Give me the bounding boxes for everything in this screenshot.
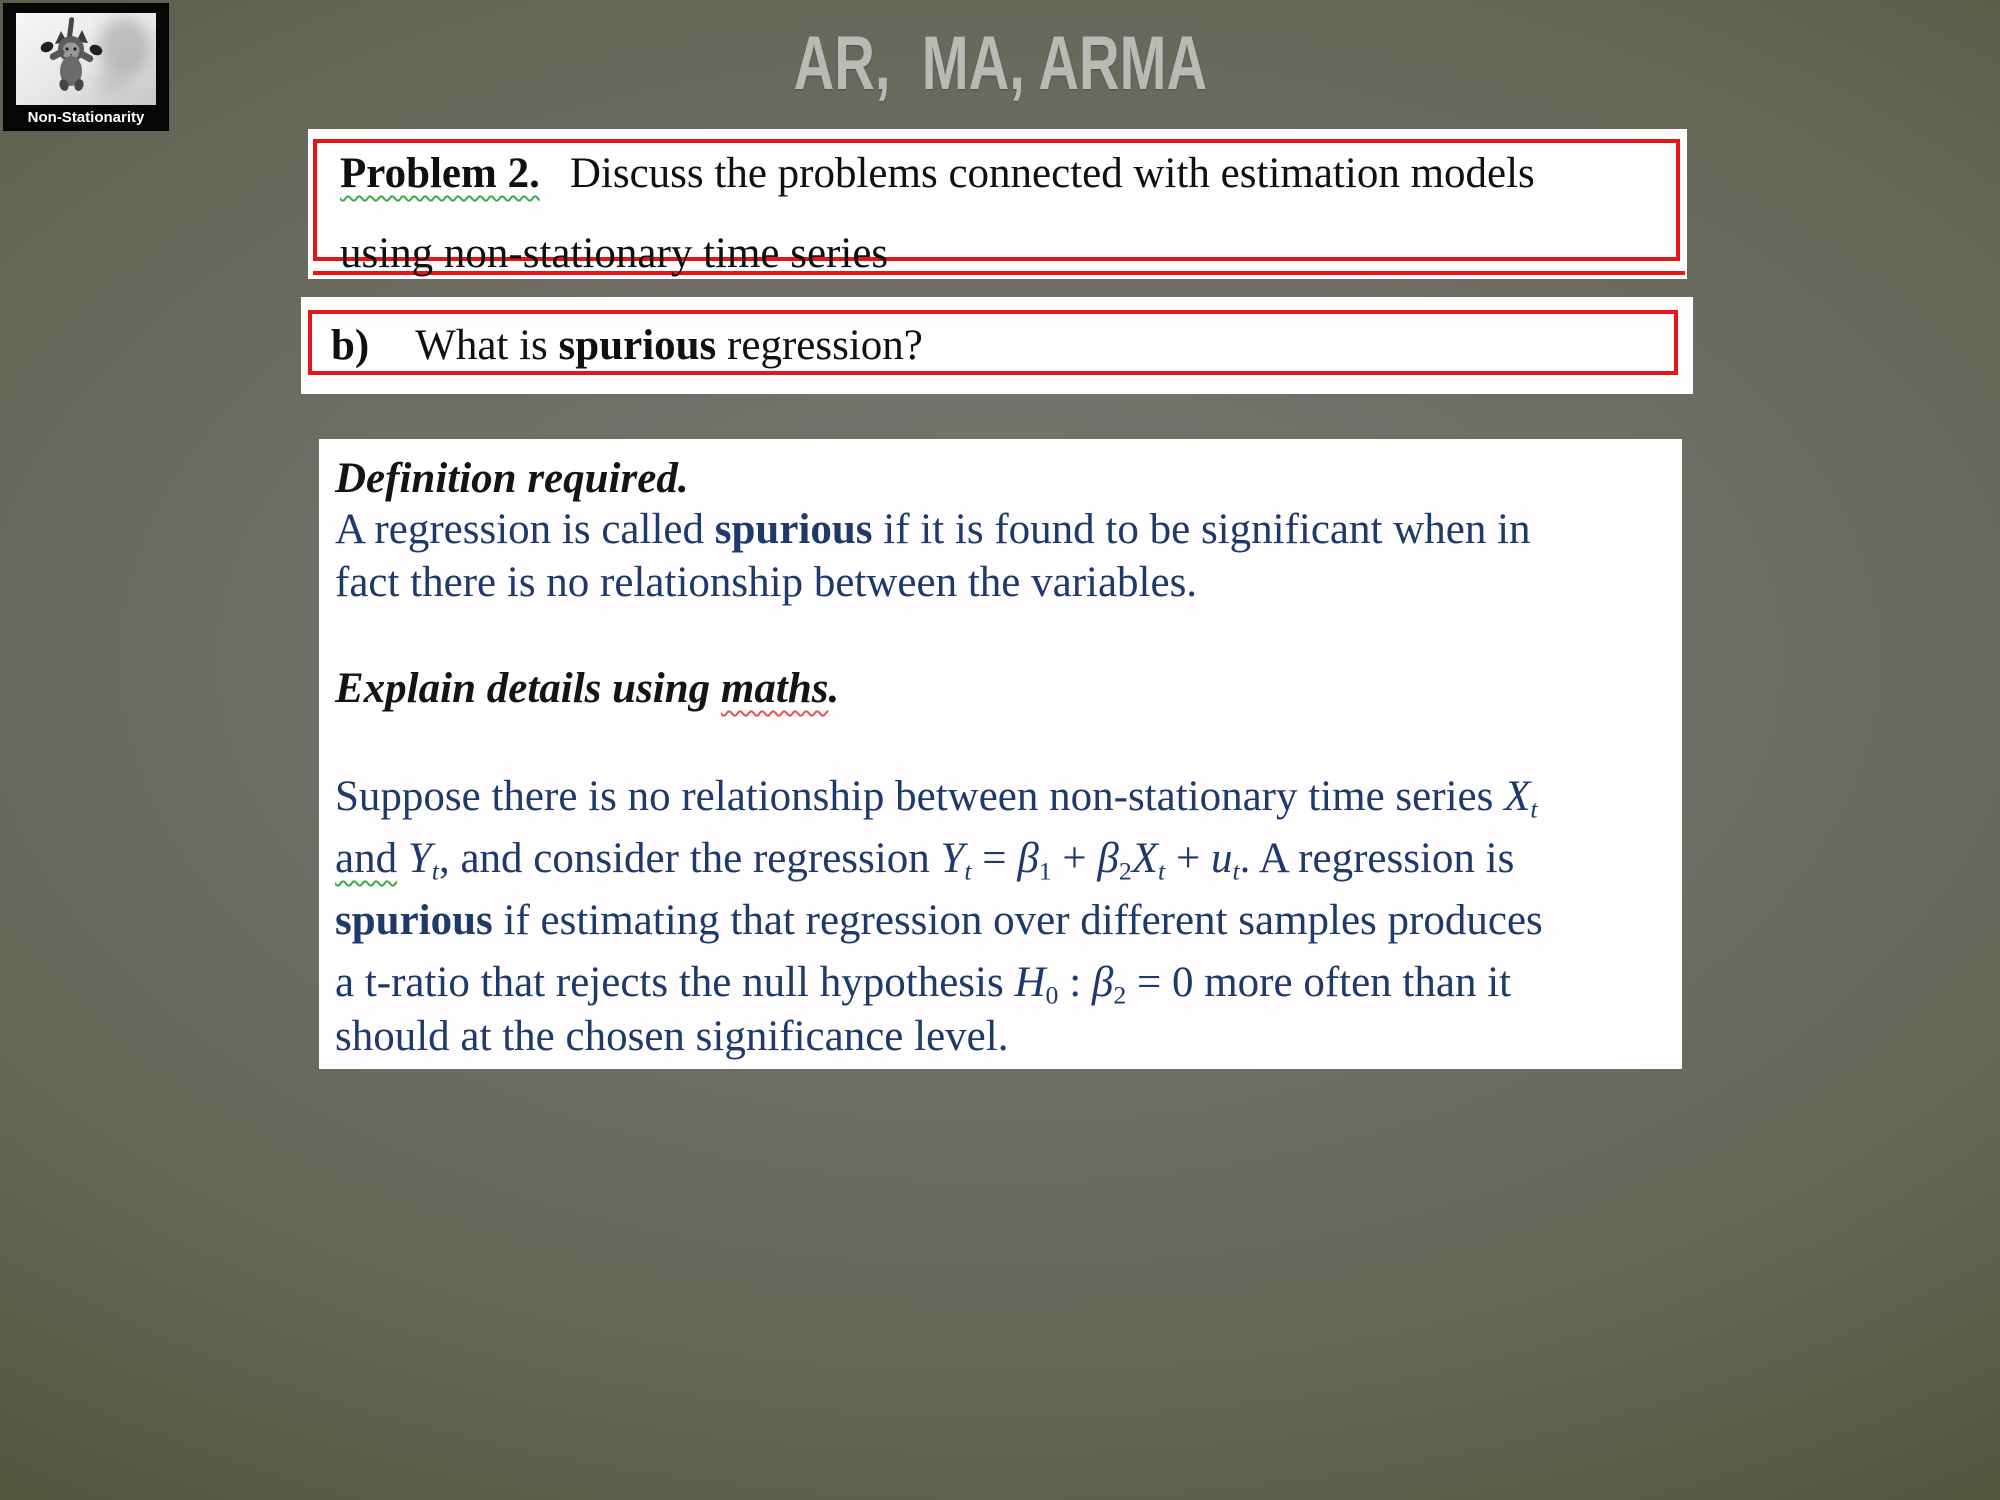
- definition-text-line-2: fact there is no relationship between the variables.: [335, 559, 1198, 606]
- question-box: [301, 297, 1693, 394]
- problem-text-line-1: Problem 2. Discuss the problems connected with estimation models: [340, 150, 1535, 197]
- definition-text-line-1: A regression is called spurious if it is found to be significant when in: [335, 506, 1531, 553]
- math-text-line-5: should at the chosen significance level.: [335, 1013, 1009, 1060]
- math-text-line-2: and $Y_t$, and consider the regression $Y_t = \beta_1 + \beta_2X_t + u_t$. A regression is: [335, 835, 1515, 886]
- page-title: AR, MA, ARMA: [793, 21, 1207, 106]
- problem-text-line-2: using non-stationary time series: [340, 230, 889, 277]
- definition-heading: Definition required.: [335, 455, 689, 502]
- math-text-line-4: a t-ratio that rejects the null hypothesis $H_0$ : $\beta_2 = 0$ more often than it: [335, 959, 1512, 1010]
- math-text-line-3: spurious if estimating that regression over different samples produces: [335, 897, 1543, 944]
- question-text: b) What is spurious regression?: [331, 322, 923, 369]
- badge-caption: Non-Stationarity: [27, 109, 145, 126]
- problem-box: [308, 129, 1687, 279]
- explain-heading: Explain details using maths.: [335, 665, 840, 712]
- definition-box: [319, 439, 1682, 1069]
- math-text-line-1: Suppose there is no relationship between non-stationary time series $X_t$: [335, 773, 1538, 824]
